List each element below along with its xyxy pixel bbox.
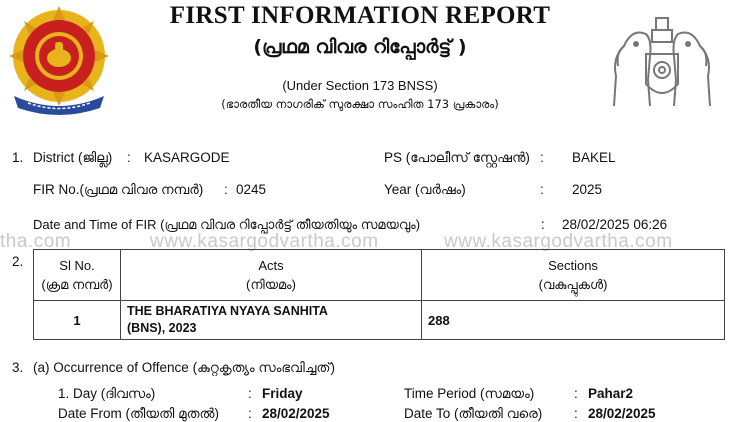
date-from-colon: : xyxy=(248,406,252,421)
report-title: FIRST INFORMATION REPORT xyxy=(169,2,551,29)
fir-datetime-colon: : xyxy=(541,217,545,232)
row-act-name-line1: THE BHARATIYA NYAYA SANHITA xyxy=(127,304,328,318)
year-label: Year (വർഷം) xyxy=(384,182,466,197)
time-period-colon: : xyxy=(574,386,578,401)
fir-number-value: 0245 xyxy=(236,182,267,197)
acts-header-en: Acts xyxy=(258,258,284,273)
day-label: 1. Day (ദിവസം) xyxy=(58,386,156,401)
acts-table xyxy=(33,249,725,340)
fir-number-colon: : xyxy=(224,182,228,197)
occurrence-heading: (a) Occurrence of Offence (കുറ്റകൃത്യം സംഭവിച്ചത്) xyxy=(33,360,335,375)
day-value: Friday xyxy=(262,386,303,401)
row-sections: 288 xyxy=(422,301,725,340)
sections-header-ml: (വകുപ്പുകൾ) xyxy=(538,277,608,292)
date-to-label: Date To (തീയതി വരെ) xyxy=(404,406,543,421)
section-number-2: 2. xyxy=(12,254,24,269)
row-sl-no: 1 xyxy=(34,301,121,340)
date-from-label: Date From (തീയതി മുതൽ) xyxy=(58,406,219,421)
fir-datetime-value: 28/02/2025 06:26 xyxy=(562,217,668,232)
ps-value: BAKEL xyxy=(572,150,616,165)
date-to-value: 28/02/2025 xyxy=(588,406,656,421)
ps-label: PS (പോലീസ് സ്റ്റേഷൻ) xyxy=(384,150,530,165)
sections-header xyxy=(422,250,725,301)
sections-header-en: Sections xyxy=(548,258,598,273)
under-section-malayalam-text: (ഭാരതീയ നാഗരിക് സുരക്ഷാ സംഹിത 173 പ്രകാരം) xyxy=(221,97,499,111)
time-period-label: Time Period (സമയം) xyxy=(404,386,535,401)
watermark-center: www.kasargodvartha.com xyxy=(150,231,379,252)
fir-number-label: FIR No.(പ്രഥമ വിവര നമ്പർ) xyxy=(33,182,204,197)
time-period-value: Pahar2 xyxy=(588,386,634,401)
ps-colon: : xyxy=(540,150,544,165)
sl-no-header-ml: (ക്രമ നമ്പർ) xyxy=(41,277,113,292)
watermark-right: www.kasargodvartha.com xyxy=(444,231,673,252)
sl-no-header xyxy=(34,250,121,301)
watermark-left: tha.com xyxy=(0,231,72,252)
acts-header xyxy=(121,250,422,301)
district-value: KASARGODE xyxy=(144,150,230,165)
district-label: District (ജില്ല) xyxy=(33,150,113,165)
row-act-name-line2: (BNS), 2023 xyxy=(127,321,197,335)
section-number-1: 1. xyxy=(12,150,24,165)
under-section-text: (Under Section 173 BNSS) xyxy=(282,78,438,93)
fir-datetime-label: Date and Time of FIR (പ്രഥമ വിവര റിപ്പോർട്ട് തീയതിയും സമയവും) xyxy=(33,217,421,232)
acts-header-ml: (നിയമം) xyxy=(246,277,296,292)
report-title-malayalam: (പ്രഥമ വിവര റിപ്പോർട്ട് ) xyxy=(253,36,467,58)
year-value: 2025 xyxy=(572,182,603,197)
table-row xyxy=(34,301,725,340)
district-colon: : xyxy=(127,150,131,165)
sl-no-header-en: Sl No. xyxy=(59,258,95,273)
date-from-value: 28/02/2025 xyxy=(262,406,330,421)
year-colon: : xyxy=(540,182,544,197)
section-number-3: 3. xyxy=(12,360,24,375)
row-act-name xyxy=(121,301,422,340)
day-colon: : xyxy=(248,386,252,401)
date-to-colon: : xyxy=(574,406,578,421)
